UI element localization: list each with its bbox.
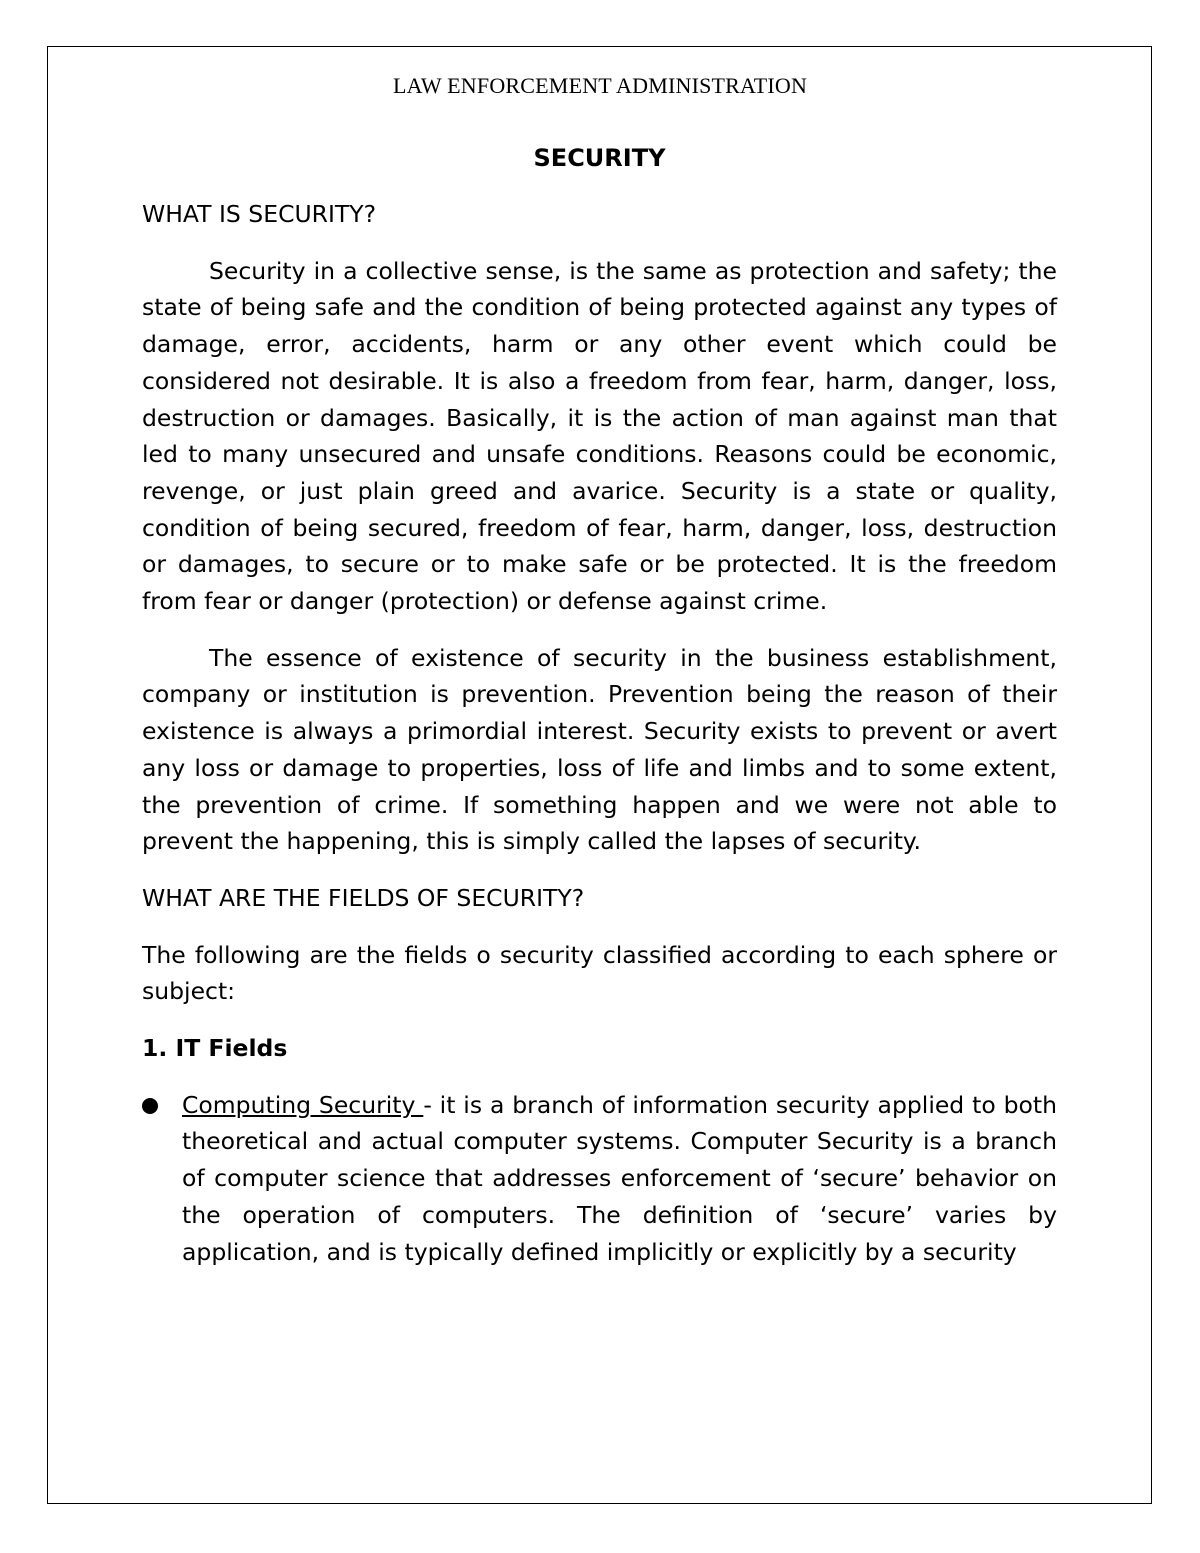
section-heading-fields: WHAT ARE THE FIELDS OF SECURITY? [142, 883, 585, 912]
document-title: SECURITY [533, 144, 666, 172]
paragraph-essence: The essence of existence of security in the business establishment, company or institution is prevention. Prevention being the reason of their existence is always a primordial interest. Security exists to prevent or avert any loss or damage to properties, loss of life and limbs and to some extent, the prevention of crime. If something happen and we were not able to prevent the happening, this is simply called the lapses of security. [142, 643, 1057, 856]
bullet-dot-icon [142, 1098, 158, 1114]
section-heading-what-is-security: WHAT IS SECURITY? [142, 200, 377, 228]
bullet-text: - it is a branch of information security applied to both theoretical and actual computer systems. Computer Security is a branch of computer science that addresses enforcement of ‘secure’ behavior on the operation of computers. The definition of ‘secure’ varies by application, and is typically defined implicitly or explicitly by a security [182, 1090, 1057, 1266]
document-body [142, 140, 1057, 1270]
paragraph-definition: Security in a collective sense, is the same as protection and safety; the state of being safe and the condition of being protected against any types of damage, error, accidents, harm or any other event which could be considered not desirable. It is also a freedom from fear, harm, danger, loss, destruction or damages. Basically, it is the action of man against man that led to many unsecured and unsafe conditions. Reasons could be economic, revenge, or just plain greed and avarice. Security is a state or quality, condition of being secured, freedom of fear, harm, danger, loss, destruction or damages, to secure or to make safe or be protected. It is the freedom from fear or danger (protection) or defense against crime. [142, 256, 1057, 616]
bullet-item-computing-security [142, 1087, 1057, 1271]
running-header: LAW ENFORCEMENT ADMINISTRATION [392, 73, 808, 98]
paragraph-fields-intro: The following are the fields o security classified according to each sphere or subject: [142, 940, 1057, 1006]
field-heading-it: 1. IT Fields [142, 1034, 288, 1063]
bullet-term: Computing Security [182, 1090, 424, 1119]
